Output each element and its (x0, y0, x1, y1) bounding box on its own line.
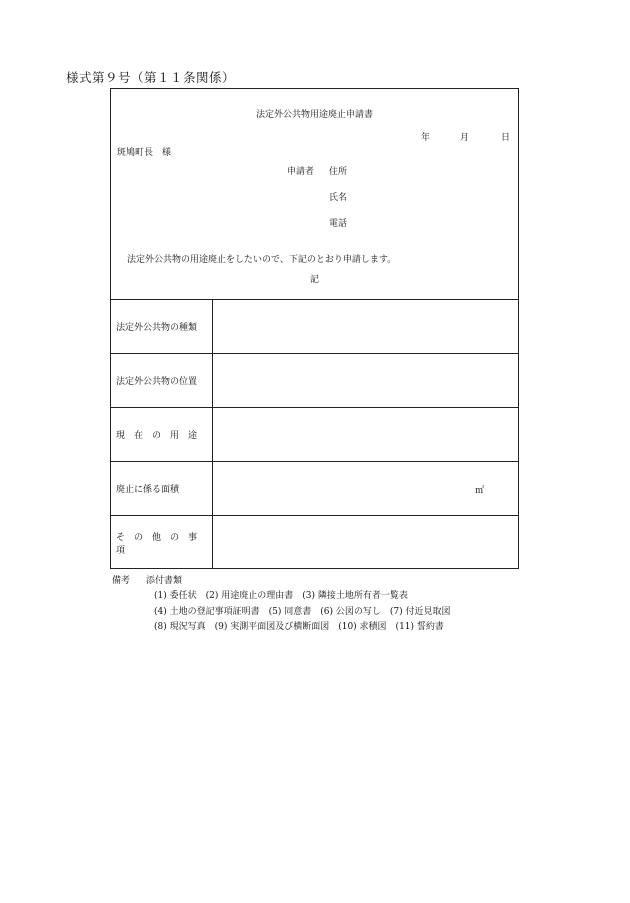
details-table (111, 300, 518, 569)
table-row (111, 300, 518, 354)
date-day-label: 日 (500, 133, 510, 143)
ki-marker: 記 (309, 275, 319, 285)
table-row (111, 516, 518, 569)
date-month-label: 月 (459, 133, 469, 143)
table-row (111, 354, 518, 408)
applicant-phone-label: 電話 (329, 219, 348, 229)
table-row (111, 462, 518, 516)
row-label-other: そ の 他 の 事 項 (111, 516, 213, 569)
applicant-name-label: 氏名 (329, 193, 348, 203)
applicant-address-label: 住所 (329, 167, 348, 177)
row-value-other[interactable] (213, 516, 518, 569)
notes-heading (112, 574, 182, 590)
row-label-type: 法定外公共物の種類 (111, 300, 213, 353)
list-item: (1) 委任状 (2) 用途廃止の理由書 (3) 隣接土地所有者一覧表 (154, 591, 408, 601)
date-year-label: 年 (420, 133, 430, 143)
list-item: (8) 現況写真 (9) 実測平面図及び横断面図 (10) 求積図 (11) 誓約書 (154, 622, 444, 632)
notes-label: 備考 (112, 576, 131, 586)
addressee: 斑鳩町長 様 (117, 148, 172, 158)
attachments-heading: 添付書類 (146, 576, 183, 586)
application-form (110, 88, 519, 569)
row-value-current-use[interactable] (213, 408, 518, 461)
row-value-area[interactable] (213, 462, 518, 515)
row-value-location[interactable] (213, 354, 518, 407)
date-line (421, 130, 510, 143)
request-statement: 法定外公共物の用途廃止をしたいので、下記のとおり申請します。 (127, 255, 397, 265)
row-value-type[interactable] (213, 300, 518, 353)
row-label-location: 法定外公共物の位置 (111, 354, 213, 407)
area-unit: ㎡ (475, 486, 485, 496)
row-label-area: 廃止に係る面積 (111, 462, 213, 515)
document-title: 法定外公共物用途廃止申請書 (255, 110, 373, 120)
list-item: (4) 土地の登記事項証明書 (5) 同意書 (6) 公図の写し (7) 付近見取図 (154, 606, 451, 617)
applicant-label: 申請者 (287, 167, 315, 177)
table-row (111, 408, 518, 462)
form-number: 様式第９号（第１１条関係） (66, 70, 236, 85)
form-header-section (111, 89, 518, 300)
attachments-list (154, 589, 450, 636)
row-label-current-use: 現 在 の 用 途 (111, 408, 213, 461)
